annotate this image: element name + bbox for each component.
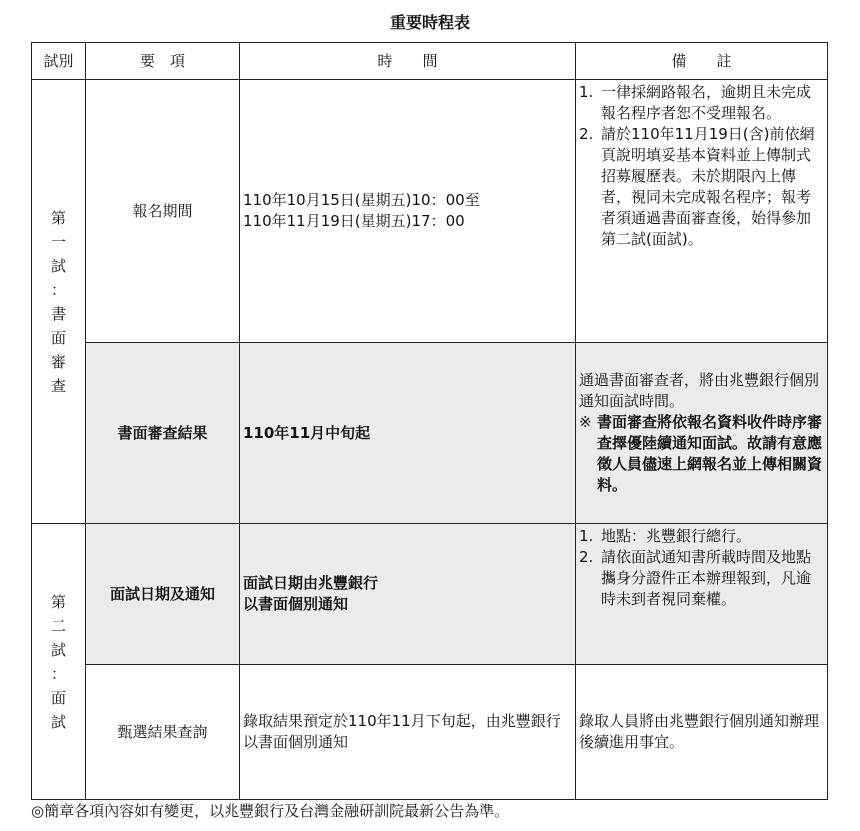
schedule-table [31, 42, 828, 800]
table-row [32, 343, 828, 524]
table-row [32, 524, 828, 665]
note-final-result: 錄取人員將由兆豐銀行個別通知辦理後續進用事宜。 [576, 665, 828, 800]
note-registration [576, 80, 828, 343]
header-note: 備 註 [576, 43, 828, 80]
note-review-result: 通過書面審查者，將由兆豐銀行個別通知面試時間。 ※ 書面審查將依報名資料收件時序審查擇優陸續通知面試。故請有意應徵人員儘速上網報名並上傳相關資料。 [576, 343, 828, 524]
item-final-result: 甄選結果查詢 [86, 665, 240, 800]
table-row [32, 665, 828, 800]
time-review-result: 110年11月中旬起 [240, 343, 576, 524]
page-title: 重要時程表 [389, 13, 470, 32]
time-interview-date: 面試日期由兆豐銀行 以書面個別通知 [240, 524, 576, 665]
header-item: 要 項 [86, 43, 240, 80]
table-row [32, 80, 828, 343]
note-interview-date [576, 524, 828, 665]
item-review-result: 書面審查結果 [86, 343, 240, 524]
header-stage: 試別 [32, 43, 86, 80]
list-item: 2. 請依面試通知書所載時間及地點攜身分證件正本辦理報到，凡逾時未到者視同棄權。 [579, 548, 812, 608]
header-row [32, 43, 828, 80]
item-registration: 報名期間 [86, 80, 240, 343]
time-final-result: 錄取結果預定於110年11月下旬起，由兆豐銀行以書面個別通知 [240, 665, 576, 800]
list-item: 1. 一律採網路報名，逾期且未完成報名程序者恕不受理報名。 [579, 83, 812, 122]
item-interview-date: 面試日期及通知 [86, 524, 240, 665]
header-time: 時 間 [240, 43, 576, 80]
stage2-label: 第 二 試 ： 面 試 [32, 524, 86, 800]
stage1-label: 第 一 試 ： 書 面 審 查 [32, 80, 86, 524]
list-item: 2. 請於110年11月19日(含)前依網頁說明填妥基本資料並上傳制式招募履歷表。未於期限內上傳者，視同未完成報名程序；報考者須通過書面審查後，始得參加第二試(面試)。 [579, 125, 815, 248]
list-item: 1. 地點：兆豐銀行總行。 [579, 527, 752, 545]
time-registration: 110年10月15日(星期五)10：00至 110年11月19日(星期五)17：00 [240, 80, 576, 343]
footer-note: ◎簡章各項內容如有變更，以兆豐銀行及台灣金融研訓院最新公告為準。 [31, 802, 510, 820]
